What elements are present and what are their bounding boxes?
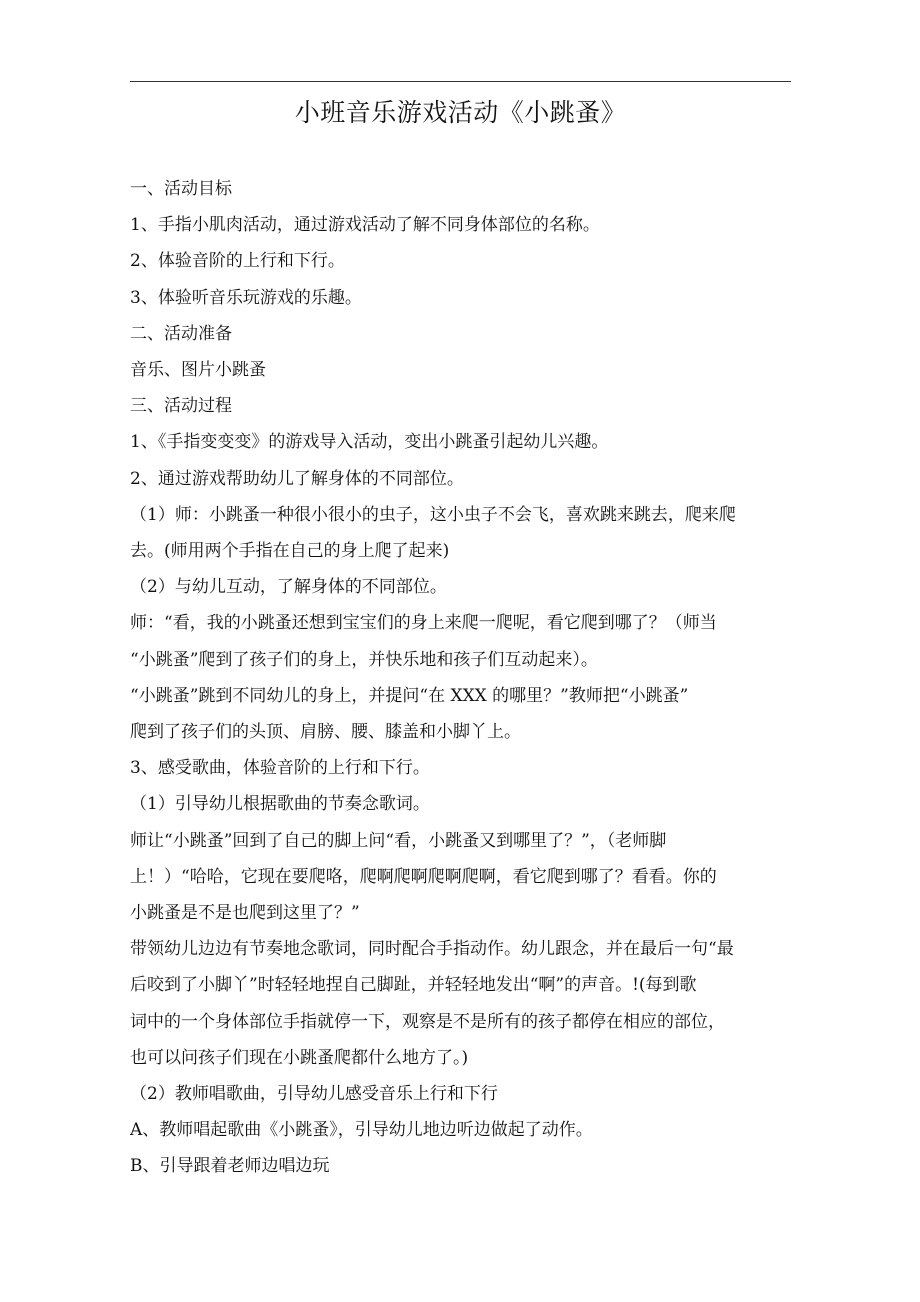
text-line: A、教师唱起歌曲《小跳蚤》，引导幼儿地边听边做起了动作。 bbox=[130, 1120, 593, 1141]
text-line: 爬到了孩子们的头顶、肩膀、腰、膝盖和小脚丫上。 bbox=[130, 722, 521, 743]
text-line: 后咬到了小脚丫”时轻轻地捏自己脚趾，并轻轻地发出“啊”的声音。!(每到歌 bbox=[130, 975, 697, 996]
document-title: 小班音乐游戏活动《小跳蚤》 bbox=[294, 98, 627, 127]
text-line: 3、感受歌曲，体验音阶的上行和下行。 bbox=[130, 758, 430, 779]
text-line: “小跳蚤”跳到不同幼儿的身上，并提问“在 XXX 的哪里？”教师把“小跳蚤” bbox=[130, 685, 689, 706]
text-line: （1）引导幼儿根据歌曲的节奏念歌词。 bbox=[130, 794, 430, 815]
text-line: （2）与幼儿互动，了解身体的不同部位。 bbox=[130, 577, 447, 598]
text-line: 师让“小跳蚤”回到了自己的脚上问“看，小跳蚤又到哪里了？”，（老师脚 bbox=[130, 830, 667, 851]
header-rule bbox=[130, 81, 791, 82]
text-line: 2、体验音阶的上行和下行。 bbox=[130, 251, 345, 272]
text-line: 一、活动目标 bbox=[130, 179, 232, 199]
text-line: 3、体验听音乐玩游戏的乐趣。 bbox=[130, 287, 362, 308]
text-line: 小跳蚤是不是也爬到这里了？” bbox=[130, 903, 360, 924]
text-line: “小跳蚤”爬到了孩子们的身上，并快乐地和孩子们互动起来）。 bbox=[130, 649, 598, 670]
text-line: 1、《手指变变变》的游戏导入活动，变出小跳蚤引起幼儿兴趣。 bbox=[130, 432, 609, 453]
text-line: 三、活动过程 bbox=[130, 396, 232, 417]
text-line: 2、通过游戏帮助幼儿了解身体的不同部位。 bbox=[130, 468, 464, 489]
text-line: 音乐、图片小跳蚤 bbox=[130, 360, 266, 381]
text-line: （2）教师唱歌曲，引导幼儿感受音乐上行和下行 bbox=[130, 1084, 498, 1105]
text-line: 师：“看，我的小跳蚤还想到宝宝们的身上来爬一爬呢，看它爬到哪了？（师当 bbox=[130, 613, 717, 634]
text-line: 词中的一个身体部位手指就停一下，观察是不是所有的孩子都停在相应的部位， bbox=[130, 1011, 725, 1032]
text-line: 去。(师用两个手指在自己的身上爬了起来) bbox=[130, 541, 450, 562]
document-body bbox=[130, 171, 790, 1185]
text-line: 带领幼儿边边有节奏地念歌词，同时配合手指动作。幼儿跟念，并在最后一句“最 bbox=[130, 939, 734, 960]
text-line: 上！）“哈哈，它现在要爬咯，爬啊爬啊爬啊爬啊，看它爬到哪了？看看。你的 bbox=[130, 866, 717, 887]
text-line: 二、活动准备 bbox=[130, 323, 232, 344]
text-line: 1、手指小肌肉活动，通过游戏活动了解不同身体部位的名称。 bbox=[130, 215, 600, 236]
text-line: 也可以问孩子们现在小跳蚤爬都什么地方了。) bbox=[130, 1047, 469, 1068]
text-line: B、引导跟着老师边唱边玩 bbox=[130, 1156, 330, 1177]
text-line: （1）师：小跳蚤一种很小很小的虫子，这小虫子不会飞，喜欢跳来跳去，爬来爬 bbox=[130, 504, 736, 525]
